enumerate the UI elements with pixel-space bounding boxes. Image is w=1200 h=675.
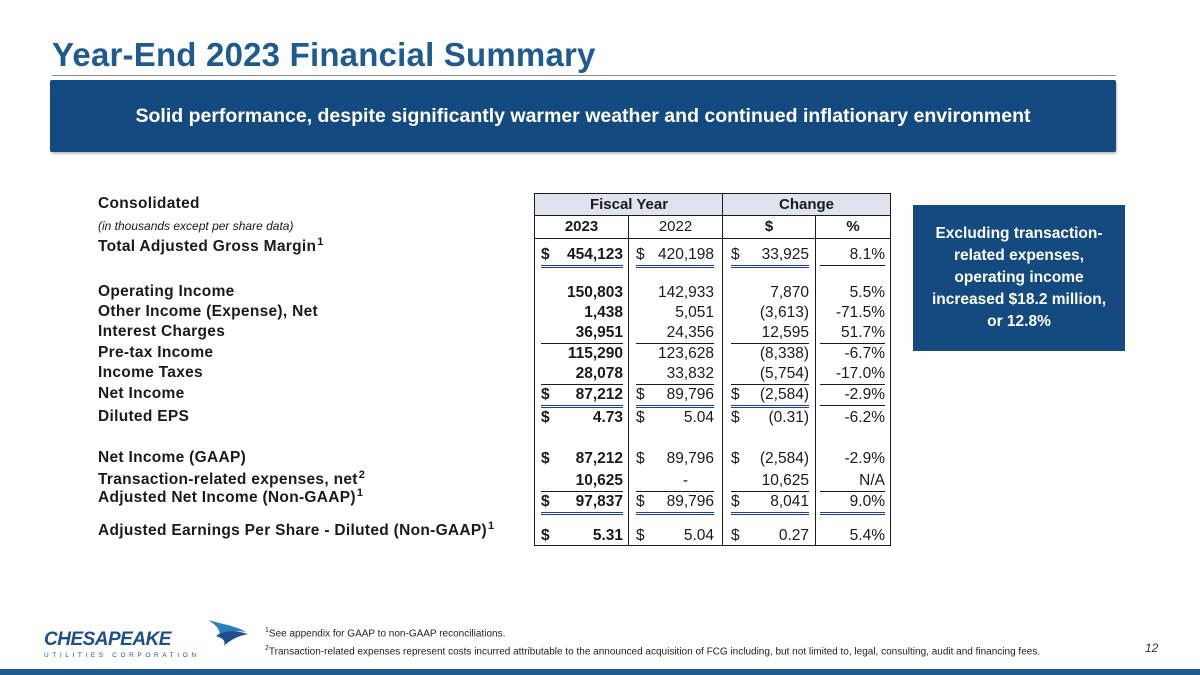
- double-underline: [636, 512, 714, 515]
- cell-value: 5,051: [675, 304, 714, 321]
- table-cell: [636, 303, 714, 323]
- fiscal-year-header: Fiscal Year: [589, 196, 669, 213]
- cell-value: 123,628: [657, 345, 714, 362]
- table-cell: [731, 449, 809, 469]
- footnote-2: [265, 645, 1040, 657]
- table-cell: [731, 492, 809, 512]
- headline-banner: [50, 80, 1116, 152]
- row-label-text: Net Income (GAAP): [98, 449, 247, 466]
- cell-value: 7,870: [770, 284, 809, 301]
- currency-symbol: $: [731, 450, 740, 467]
- currency-symbol: $: [731, 386, 740, 403]
- table-cell: [541, 245, 623, 265]
- cell-value: 142,933: [657, 284, 714, 301]
- cell-value: -71.5%: [835, 304, 885, 321]
- table-cell: [820, 492, 885, 512]
- table-cell: [541, 526, 623, 546]
- table-cell: [820, 323, 885, 343]
- table-cell: [820, 526, 885, 546]
- table-cell: [731, 303, 809, 323]
- cell-value: 5.4%: [849, 527, 885, 544]
- cell-value: -: [682, 472, 688, 489]
- table-cell: [636, 364, 714, 384]
- table-cell: [731, 344, 809, 364]
- body-col-divider: [815, 238, 816, 546]
- page-title: Year-End 2023 Financial Summary: [52, 36, 596, 73]
- table-cell: [820, 449, 885, 469]
- logo-subtitle: UTILITIES CORPORATION: [44, 652, 200, 659]
- table-cell: [731, 526, 809, 546]
- currency-symbol: $: [541, 527, 550, 544]
- cell-value: 5.04: [683, 409, 714, 426]
- currency-symbol: $: [541, 493, 550, 510]
- cell-value: (5,754): [759, 365, 809, 382]
- currency-symbol: $: [636, 409, 645, 426]
- row-label-text: Net Income: [98, 385, 185, 402]
- section-label: Consolidated: [98, 195, 200, 212]
- currency-symbol: $: [636, 450, 645, 467]
- footnote-1-marker: 1: [265, 627, 269, 634]
- footer-bar: [0, 669, 1200, 675]
- cell-value: 28,078: [575, 365, 623, 382]
- table-cell: [820, 385, 885, 405]
- currency-symbol: $: [541, 409, 550, 426]
- row-label: [98, 283, 235, 301]
- row-label-text: Transaction-related expenses, net: [98, 471, 358, 488]
- row-label-footnote-marker: 1: [488, 520, 495, 532]
- table-cell: [541, 471, 623, 491]
- underline: [820, 405, 885, 406]
- row-label: [98, 323, 225, 341]
- row-label-text: Pre-tax Income: [98, 344, 214, 361]
- table-cell: [731, 245, 809, 265]
- row-label-text: Operating Income: [98, 283, 235, 300]
- table-cell: [541, 449, 623, 469]
- table-cell: [820, 471, 885, 491]
- double-underline: [731, 512, 809, 515]
- row-label-footnote-marker: 2: [358, 469, 366, 481]
- cell-value: 5.04: [683, 527, 714, 544]
- cell-value: 420,198: [657, 246, 714, 263]
- table-cell: [541, 364, 623, 384]
- row-label: [98, 238, 324, 256]
- table-cell: [636, 245, 714, 265]
- row-label: [98, 303, 318, 321]
- footnote-1: [265, 627, 505, 639]
- table-cell: [731, 283, 809, 303]
- cell-value: (8,338): [759, 345, 809, 362]
- row-label: [98, 489, 363, 507]
- currency-symbol: $: [731, 246, 740, 263]
- cell-value: (2,584): [759, 386, 809, 403]
- table-cell: [636, 344, 714, 364]
- cell-value: 89,796: [666, 493, 714, 510]
- section-sublabel: (in thousands except per share data): [98, 219, 294, 233]
- table-cell: [541, 283, 623, 303]
- cell-value: 8.1%: [849, 246, 885, 263]
- table-cell: [636, 323, 714, 343]
- underline: [820, 265, 885, 266]
- currency-symbol: $: [541, 246, 550, 263]
- cell-value: 97,837: [575, 493, 623, 510]
- row-label: [98, 364, 203, 382]
- cell-value: -6.7%: [844, 345, 885, 362]
- table-cell: [636, 471, 714, 491]
- currency-symbol: $: [636, 246, 645, 263]
- cell-value: 89,796: [666, 386, 714, 403]
- table-cell: [636, 408, 714, 428]
- col-header-2023: 2023: [564, 218, 599, 235]
- table-cell: [541, 303, 623, 323]
- cell-value: -2.9%: [844, 450, 885, 467]
- currency-symbol: $: [731, 409, 740, 426]
- col-header-pct-change: %: [846, 218, 860, 235]
- currency-symbol: $: [541, 450, 550, 467]
- cell-value: 24,356: [666, 324, 714, 341]
- cell-value: 1,438: [584, 304, 623, 321]
- row-label-text: Adjusted Net Income (Non-GAAP): [98, 489, 356, 506]
- table-cell: [731, 408, 809, 428]
- change-header: Change: [778, 196, 834, 213]
- table-cell: [541, 344, 623, 364]
- cell-value: 33,925: [761, 246, 809, 263]
- cell-value: (3,613): [759, 304, 809, 321]
- cell-value: 89,796: [666, 450, 714, 467]
- cell-value: (0.31): [768, 409, 809, 426]
- cell-value: 9.0%: [849, 493, 885, 510]
- table-cell: [541, 492, 623, 512]
- cell-value: -2.9%: [844, 386, 885, 403]
- row-label: [98, 344, 213, 362]
- table-cell: [731, 385, 809, 405]
- cell-value: 0.27: [778, 527, 809, 544]
- table-cell: [636, 385, 714, 405]
- header-row-divider: [534, 215, 891, 216]
- page-number: 12: [1145, 641, 1159, 655]
- logo-wordmark: CHESAPEAKE: [44, 629, 171, 650]
- callout-box: [913, 205, 1125, 351]
- cell-value: 454,123: [566, 246, 623, 263]
- currency-symbol: $: [636, 493, 645, 510]
- table-cell: [541, 385, 623, 405]
- table-cell: [731, 364, 809, 384]
- row-label-text: Diluted EPS: [98, 408, 190, 425]
- cell-value: 4.73: [592, 409, 623, 426]
- currency-symbol: $: [636, 386, 645, 403]
- cell-value: 36,951: [575, 324, 623, 341]
- row-label-text: Adjusted Earnings Per Share - Diluted (Non-GAAP): [98, 522, 488, 539]
- row-label-text: Interest Charges: [98, 323, 226, 340]
- table-cell: [541, 408, 623, 428]
- cell-value: 8,041: [770, 493, 809, 510]
- row-label-footnote-marker: 1: [356, 487, 364, 499]
- cell-value: 33,832: [666, 365, 714, 382]
- table-cell: [731, 323, 809, 343]
- row-label: [98, 522, 494, 540]
- table-cell: [820, 408, 885, 428]
- row-label: [98, 471, 365, 489]
- table-cell: [820, 283, 885, 303]
- cell-value: 87,212: [575, 386, 623, 403]
- footnote-1-text: See appendix for GAAP to non-GAAP reconciliations.: [268, 628, 506, 640]
- currency-symbol: $: [636, 527, 645, 544]
- table-cell: [820, 344, 885, 364]
- cell-value: 115,290: [567, 345, 623, 362]
- cell-value: 150,803: [566, 284, 623, 301]
- table-cell: [636, 283, 714, 303]
- footnote-2-marker: 2: [265, 645, 269, 652]
- table-cell: [541, 323, 623, 343]
- cell-value: 5.5%: [849, 284, 885, 301]
- col-header-2022: 2022: [658, 218, 693, 235]
- cell-value: 87,212: [575, 450, 623, 467]
- double-underline: [820, 512, 885, 515]
- table-cell: [636, 526, 714, 546]
- col-header-dollar-change: $: [764, 218, 774, 235]
- cell-value: N/A: [859, 472, 885, 489]
- row-label-text: Other Income (Expense), Net: [98, 303, 318, 320]
- banner-text: Solid performance, despite significantly warmer weather and continued inflationary environment: [135, 104, 1031, 127]
- row-label: [98, 449, 246, 467]
- row-label: [98, 385, 185, 403]
- double-underline: [636, 265, 714, 268]
- currency-symbol: $: [731, 493, 740, 510]
- double-underline: [731, 265, 809, 268]
- double-underline: [541, 512, 623, 515]
- table-cell: [636, 492, 714, 512]
- cell-value: 5.31: [592, 527, 623, 544]
- table-cell: [820, 303, 885, 323]
- table-cell: [820, 364, 885, 384]
- cell-value: 10,625: [575, 472, 623, 489]
- table-cell: [820, 245, 885, 265]
- row-label: [98, 408, 189, 426]
- row-label-text: Total Adjusted Gross Margin: [98, 238, 317, 255]
- cell-value: 12,595: [761, 324, 809, 341]
- table-cell: [731, 471, 809, 491]
- cell-value: 10,625: [761, 472, 809, 489]
- table-cell: [636, 449, 714, 469]
- row-label-text: Income Taxes: [98, 364, 203, 381]
- title-divider: [52, 75, 1116, 76]
- cell-value: 51.7%: [841, 324, 885, 341]
- callout-text: Excluding transaction-related expenses, operating income increased $18.2 million, or 12.8%: [931, 225, 1107, 330]
- currency-symbol: $: [541, 386, 550, 403]
- cell-value: (2,584): [759, 450, 809, 467]
- cell-value: -6.2%: [844, 409, 885, 426]
- footnote-2-text: Transaction-related expenses represent costs incurred attributable to the announced acquisition of FCG including, but not limited to, legal, consulting, audit and financing fees.: [268, 646, 1041, 658]
- double-underline: [541, 265, 623, 268]
- cell-value: -17.0%: [835, 365, 885, 382]
- currency-symbol: $: [731, 527, 740, 544]
- body-col-divider: [628, 238, 629, 546]
- row-label-footnote-marker: 1: [317, 236, 324, 248]
- body-col-divider: [722, 238, 723, 546]
